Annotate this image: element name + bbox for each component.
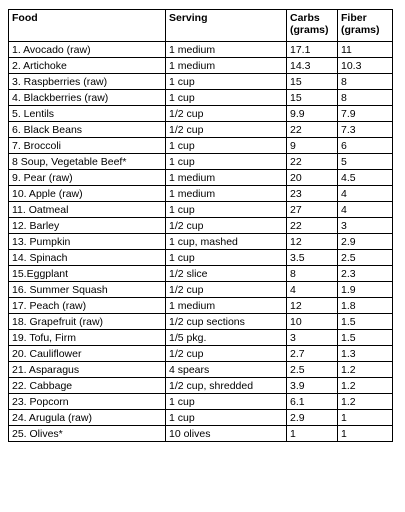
cell-food: 20. Cauliflower (9, 346, 166, 362)
table-row (9, 122, 393, 138)
cell-fiber: 1.9 (338, 282, 393, 298)
cell-carbs: 2.9 (287, 410, 338, 426)
cell-fiber: 1.2 (338, 378, 393, 394)
table-row (9, 234, 393, 250)
cell-serving: 1 cup (166, 250, 287, 266)
cell-fiber: 1.5 (338, 314, 393, 330)
cell-carbs: 14.3 (287, 58, 338, 74)
cell-serving: 1/2 cup (166, 282, 287, 298)
cell-food: 15.Eggplant (9, 266, 166, 282)
cell-carbs: 15 (287, 90, 338, 106)
cell-serving: 1 cup (166, 394, 287, 410)
cell-food: 17. Peach (raw) (9, 298, 166, 314)
table-row (9, 330, 393, 346)
cell-carbs: 22 (287, 154, 338, 170)
cell-carbs: 3.5 (287, 250, 338, 266)
cell-carbs: 10 (287, 314, 338, 330)
cell-fiber: 1 (338, 410, 393, 426)
cell-fiber: 5 (338, 154, 393, 170)
cell-fiber: 2.5 (338, 250, 393, 266)
table-row (9, 378, 393, 394)
cell-serving: 1/2 cup (166, 122, 287, 138)
table-row (9, 106, 393, 122)
cell-carbs: 9 (287, 138, 338, 154)
cell-fiber: 4.5 (338, 170, 393, 186)
table-row (9, 58, 393, 74)
cell-serving: 1/5 pkg. (166, 330, 287, 346)
table-row (9, 90, 393, 106)
cell-carbs: 12 (287, 234, 338, 250)
cell-fiber: 10.3 (338, 58, 393, 74)
header-serving: Serving (166, 10, 287, 42)
cell-serving: 10 olives (166, 426, 287, 442)
cell-carbs: 20 (287, 170, 338, 186)
fiber-table (8, 9, 393, 442)
cell-food: 3. Raspberries (raw) (9, 74, 166, 90)
table-row (9, 74, 393, 90)
cell-food: 2. Artichoke (9, 58, 166, 74)
cell-serving: 1 medium (166, 298, 287, 314)
cell-fiber: 1.5 (338, 330, 393, 346)
header-row (9, 10, 393, 42)
table-row (9, 218, 393, 234)
cell-food: 21. Asparagus (9, 362, 166, 378)
cell-fiber: 2.9 (338, 234, 393, 250)
table-row (9, 346, 393, 362)
cell-serving: 1/2 slice (166, 266, 287, 282)
cell-food: 5. Lentils (9, 106, 166, 122)
cell-serving: 1 cup (166, 90, 287, 106)
table-row (9, 410, 393, 426)
cell-food: 24. Arugula (raw) (9, 410, 166, 426)
cell-carbs: 15 (287, 74, 338, 90)
cell-carbs: 22 (287, 122, 338, 138)
cell-serving: 1 cup (166, 202, 287, 218)
cell-carbs: 2.7 (287, 346, 338, 362)
cell-fiber: 4 (338, 186, 393, 202)
cell-serving: 1 cup (166, 154, 287, 170)
table-row (9, 42, 393, 58)
cell-serving: 1/2 cup (166, 106, 287, 122)
table-row (9, 250, 393, 266)
cell-serving: 4 spears (166, 362, 287, 378)
cell-food: 18. Grapefruit (raw) (9, 314, 166, 330)
table-row (9, 202, 393, 218)
cell-food: 12. Barley (9, 218, 166, 234)
cell-carbs: 4 (287, 282, 338, 298)
cell-carbs: 3 (287, 330, 338, 346)
cell-fiber: 3 (338, 218, 393, 234)
cell-serving: 1 cup, mashed (166, 234, 287, 250)
cell-fiber: 2.3 (338, 266, 393, 282)
cell-serving: 1/2 cup (166, 218, 287, 234)
cell-fiber: 1.2 (338, 394, 393, 410)
table-row (9, 394, 393, 410)
cell-food: 13. Pumpkin (9, 234, 166, 250)
cell-carbs: 12 (287, 298, 338, 314)
table-row (9, 138, 393, 154)
table-row (9, 170, 393, 186)
cell-serving: 1 cup (166, 138, 287, 154)
table-row (9, 186, 393, 202)
table-row (9, 426, 393, 442)
cell-carbs: 1 (287, 426, 338, 442)
table-row (9, 362, 393, 378)
header-food: Food (9, 10, 166, 42)
cell-food: 23. Popcorn (9, 394, 166, 410)
cell-fiber: 11 (338, 42, 393, 58)
cell-food: 16. Summer Squash (9, 282, 166, 298)
cell-fiber: 1 (338, 426, 393, 442)
cell-carbs: 9.9 (287, 106, 338, 122)
cell-food: 11. Oatmeal (9, 202, 166, 218)
cell-serving: 1 medium (166, 170, 287, 186)
cell-fiber: 4 (338, 202, 393, 218)
cell-food: 25. Olives* (9, 426, 166, 442)
cell-food: 14. Spinach (9, 250, 166, 266)
table-row (9, 282, 393, 298)
cell-fiber: 8 (338, 90, 393, 106)
header-fiber: Fiber (grams) (338, 10, 393, 42)
cell-fiber: 8 (338, 74, 393, 90)
cell-serving: 1 medium (166, 58, 287, 74)
cell-carbs: 6.1 (287, 394, 338, 410)
table-row (9, 298, 393, 314)
cell-carbs: 3.9 (287, 378, 338, 394)
header-carbs: Carbs (grams) (287, 10, 338, 42)
table-body (9, 42, 393, 442)
cell-serving: 1 cup (166, 410, 287, 426)
cell-fiber: 7.9 (338, 106, 393, 122)
cell-fiber: 1.3 (338, 346, 393, 362)
cell-carbs: 17.1 (287, 42, 338, 58)
cell-fiber: 1.2 (338, 362, 393, 378)
cell-food: 22. Cabbage (9, 378, 166, 394)
cell-food: 4. Blackberries (raw) (9, 90, 166, 106)
cell-fiber: 7.3 (338, 122, 393, 138)
table-row (9, 314, 393, 330)
cell-fiber: 6 (338, 138, 393, 154)
cell-food: 19. Tofu, Firm (9, 330, 166, 346)
cell-serving: 1/2 cup sections (166, 314, 287, 330)
cell-carbs: 2.5 (287, 362, 338, 378)
cell-food: 10. Apple (raw) (9, 186, 166, 202)
cell-serving: 1 cup (166, 74, 287, 90)
table-row (9, 266, 393, 282)
cell-food: 8 Soup, Vegetable Beef* (9, 154, 166, 170)
cell-carbs: 27 (287, 202, 338, 218)
cell-food: 1. Avocado (raw) (9, 42, 166, 58)
cell-serving: 1 medium (166, 186, 287, 202)
cell-carbs: 23 (287, 186, 338, 202)
cell-carbs: 8 (287, 266, 338, 282)
cell-serving: 1 medium (166, 42, 287, 58)
cell-serving: 1/2 cup (166, 346, 287, 362)
cell-food: 9. Pear (raw) (9, 170, 166, 186)
table-row (9, 154, 393, 170)
cell-food: 6. Black Beans (9, 122, 166, 138)
cell-carbs: 22 (287, 218, 338, 234)
cell-food: 7. Broccoli (9, 138, 166, 154)
cell-fiber: 1.8 (338, 298, 393, 314)
cell-serving: 1/2 cup, shredded (166, 378, 287, 394)
